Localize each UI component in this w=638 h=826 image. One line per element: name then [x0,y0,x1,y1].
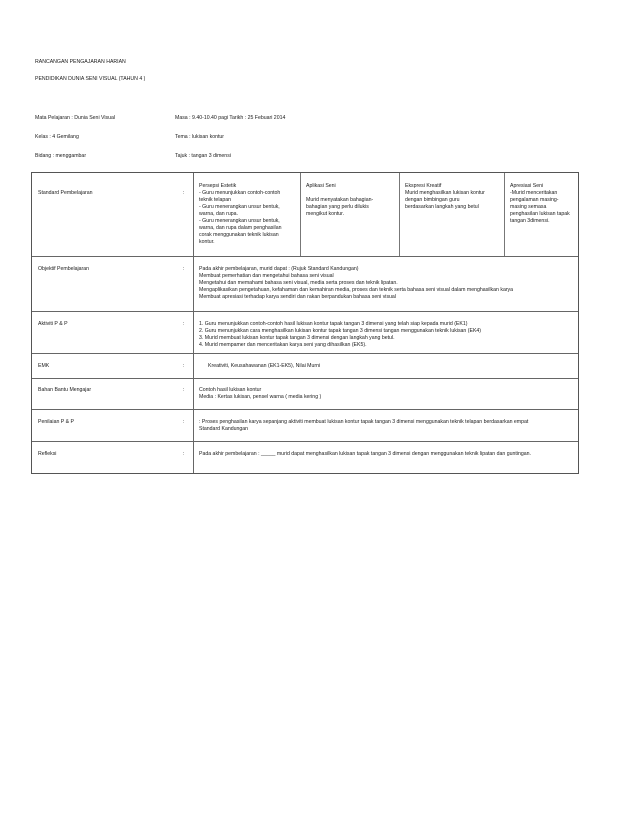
colon: : [183,387,185,393]
apresiasi-line: -Murid menceritakan [510,190,558,197]
refleksi-label: Refleksi [38,451,57,457]
emk-content [208,363,320,370]
row-divider [32,409,578,410]
persepsi-line: kontur. [199,239,215,246]
apresiasi-line: masing semasa [510,204,547,211]
colon: : [183,363,185,369]
kelas-field: Kelas : 4 Gemilang [35,134,79,140]
persepsi-line: - Guru menerangkan unsur bentuk, [199,218,280,225]
row-divider [32,311,578,312]
refleksi-content [199,451,531,458]
standard-pembelajaran-label: Standard Pembelajaran [38,190,93,196]
persepsi-title: Persepsi Estetik [199,183,237,189]
aktiviti-label: Aktiviti P & P [38,321,68,327]
apresiasi-line: pengalaman masing- [510,197,559,204]
apresiasi-line: tangan 3dimensi. [510,218,550,225]
bahan-label: Bahan Bantu Mengajar [38,387,92,393]
emk-text: Kreativiti, Keusahawanan (EK1-EK5), Nilai Murni [208,363,321,369]
objektif-line: Membuat pemerhatian dan mengetahui bahasa seni visual [199,273,334,280]
aktiviti-content [199,321,481,349]
document-subject: PENDIDIKAN DUNIA SENI VISUAL (TAHUN 4 ) [35,76,146,82]
ekspresi-kreatif-cell [405,183,485,211]
aplikasi-line: Murid menyatakan bahagian- [306,197,374,204]
aktiviti-line: 1. Guru menunjukkan contoh-contoh hasil lukisan kontur tapak tangan 3 dimensi yang telah siap kepada murid (EK1) [199,321,468,327]
apresiasi-seni-cell [510,183,570,225]
aplikasi-seni-cell [306,183,373,218]
persepsi-line: teknik telapan [199,197,232,204]
objektif-line: Membuat apresiasi terhadap karya sendiri dan rakan berpandukan bahasa seni visual [199,294,396,301]
penilaian-label: Penilaian P & P [38,419,74,425]
persepsi-line: corak menggunakan teknik lukisan [199,232,279,239]
subcolumn-divider [399,173,400,256]
aktiviti-line: 4. Murid mempamer dan menceritakan karya seni yang dihasilkan (EK5). [199,342,367,349]
objektif-line: Pada akhir pembelajaran, murid dapat : (Rujuk Standard Kandungan) [199,266,359,272]
row-divider [32,353,578,354]
persepsi-line: warna, dan rupa dalam penghasilan [199,225,282,232]
aktiviti-line: 3. Murid membuat lukisan kontur tapak tangan 3 dimensi dengan langkah yang betul. [199,335,395,342]
ekspresi-line: berdasarkan langkah yang betul [405,204,479,211]
emk-label: EMK [38,363,50,369]
objektif-label: Objektif Pembelajaran [38,266,90,272]
bahan-line: Contoh hasil lukisan kontur [199,387,262,393]
colon: : [183,451,185,457]
objektif-line: Mengetahui dan memahami bahasa seni visual, media serta proses dan teknik lipatan. [199,280,398,287]
objektif-line: Mengaplikasikan pengetahuan, kefahaman dan kemahiran media, proses dan teknik serta bahasa seni visual dalam menghasilkan karya [199,287,514,294]
colon: : [183,321,185,327]
penilaian-line: : Proses penghasilan karya sepanjang aktiviti membuat lukisan kontur tapak tangan 3 dimensi menggunakan teknik telapan berdasarkan empat [199,419,529,425]
bidang-field: Bidang : menggambar [35,153,87,159]
row-divider [32,378,578,379]
apresiasi-title: Apresiasi Seni [510,183,544,189]
subcolumn-divider [300,173,301,256]
aplikasi-title: Aplikasi Seni [306,183,336,189]
colon: : [183,190,185,196]
objektif-content [199,266,513,301]
persepsi-estetik-cell [199,183,281,246]
penilaian-content [199,419,528,433]
aplikasi-line: bahagian yang perlu dilukis [306,204,369,211]
apresiasi-line: penghasilan lukisan tapak [510,211,570,218]
row-divider [32,441,578,442]
colon: : [183,266,185,272]
masa-tarikh-field: Masa : 9.40-10.40 pagi Tarikh : 25 Febuari 2014 [175,115,286,121]
document-title: RANCANGAN PENGAJARAN HARIAN [35,59,126,65]
persepsi-line: warna, dan rupa. [199,211,238,218]
ekspresi-title: Ekspresi Kreatif [405,183,442,189]
row-divider [32,256,578,257]
lesson-plan-table [31,172,579,474]
tema-field: Tema : lukisan kontur [175,134,225,140]
mata-pelajaran-field: Mata Pelajaran : Dunia Seni Visual [35,115,116,121]
aplikasi-spacer [306,190,373,197]
penilaian-line: Standard Kandungan [199,426,249,433]
colon: : [183,419,185,425]
ekspresi-line: dengan bimbingan guru [405,197,460,204]
bahan-line: Media : Kertas lukisan, pensel warna ( media kering ) [199,394,322,401]
subcolumn-divider [504,173,505,256]
persepsi-line: - Guru menunjukkan contoh-contoh [199,190,281,197]
aktiviti-line: 2. Guru menunjukkan cara menghasilkan lukisan kontur tapak tangan 3 dimensi tangan menggunakan teknik lukisan (EK4) [199,328,482,335]
refleksi-text: Pada akhir pembelajaran : _____ murid dapat menghasilkan lukisan tapak tangan 3 dimensi dengan menggunakan teknik lipatan dan guntingan. [199,451,531,457]
persepsi-line: - Guru menerangkan unsur bentuk, [199,204,280,211]
bahan-content [199,387,321,401]
ekspresi-line: Murid menghasilkan lukisan kontur [405,190,485,197]
aplikasi-line: mengikut kontur. [306,211,345,218]
tajuk-field: Tajuk : tangan 3 dimensi [175,153,231,159]
column-divider [193,173,194,473]
